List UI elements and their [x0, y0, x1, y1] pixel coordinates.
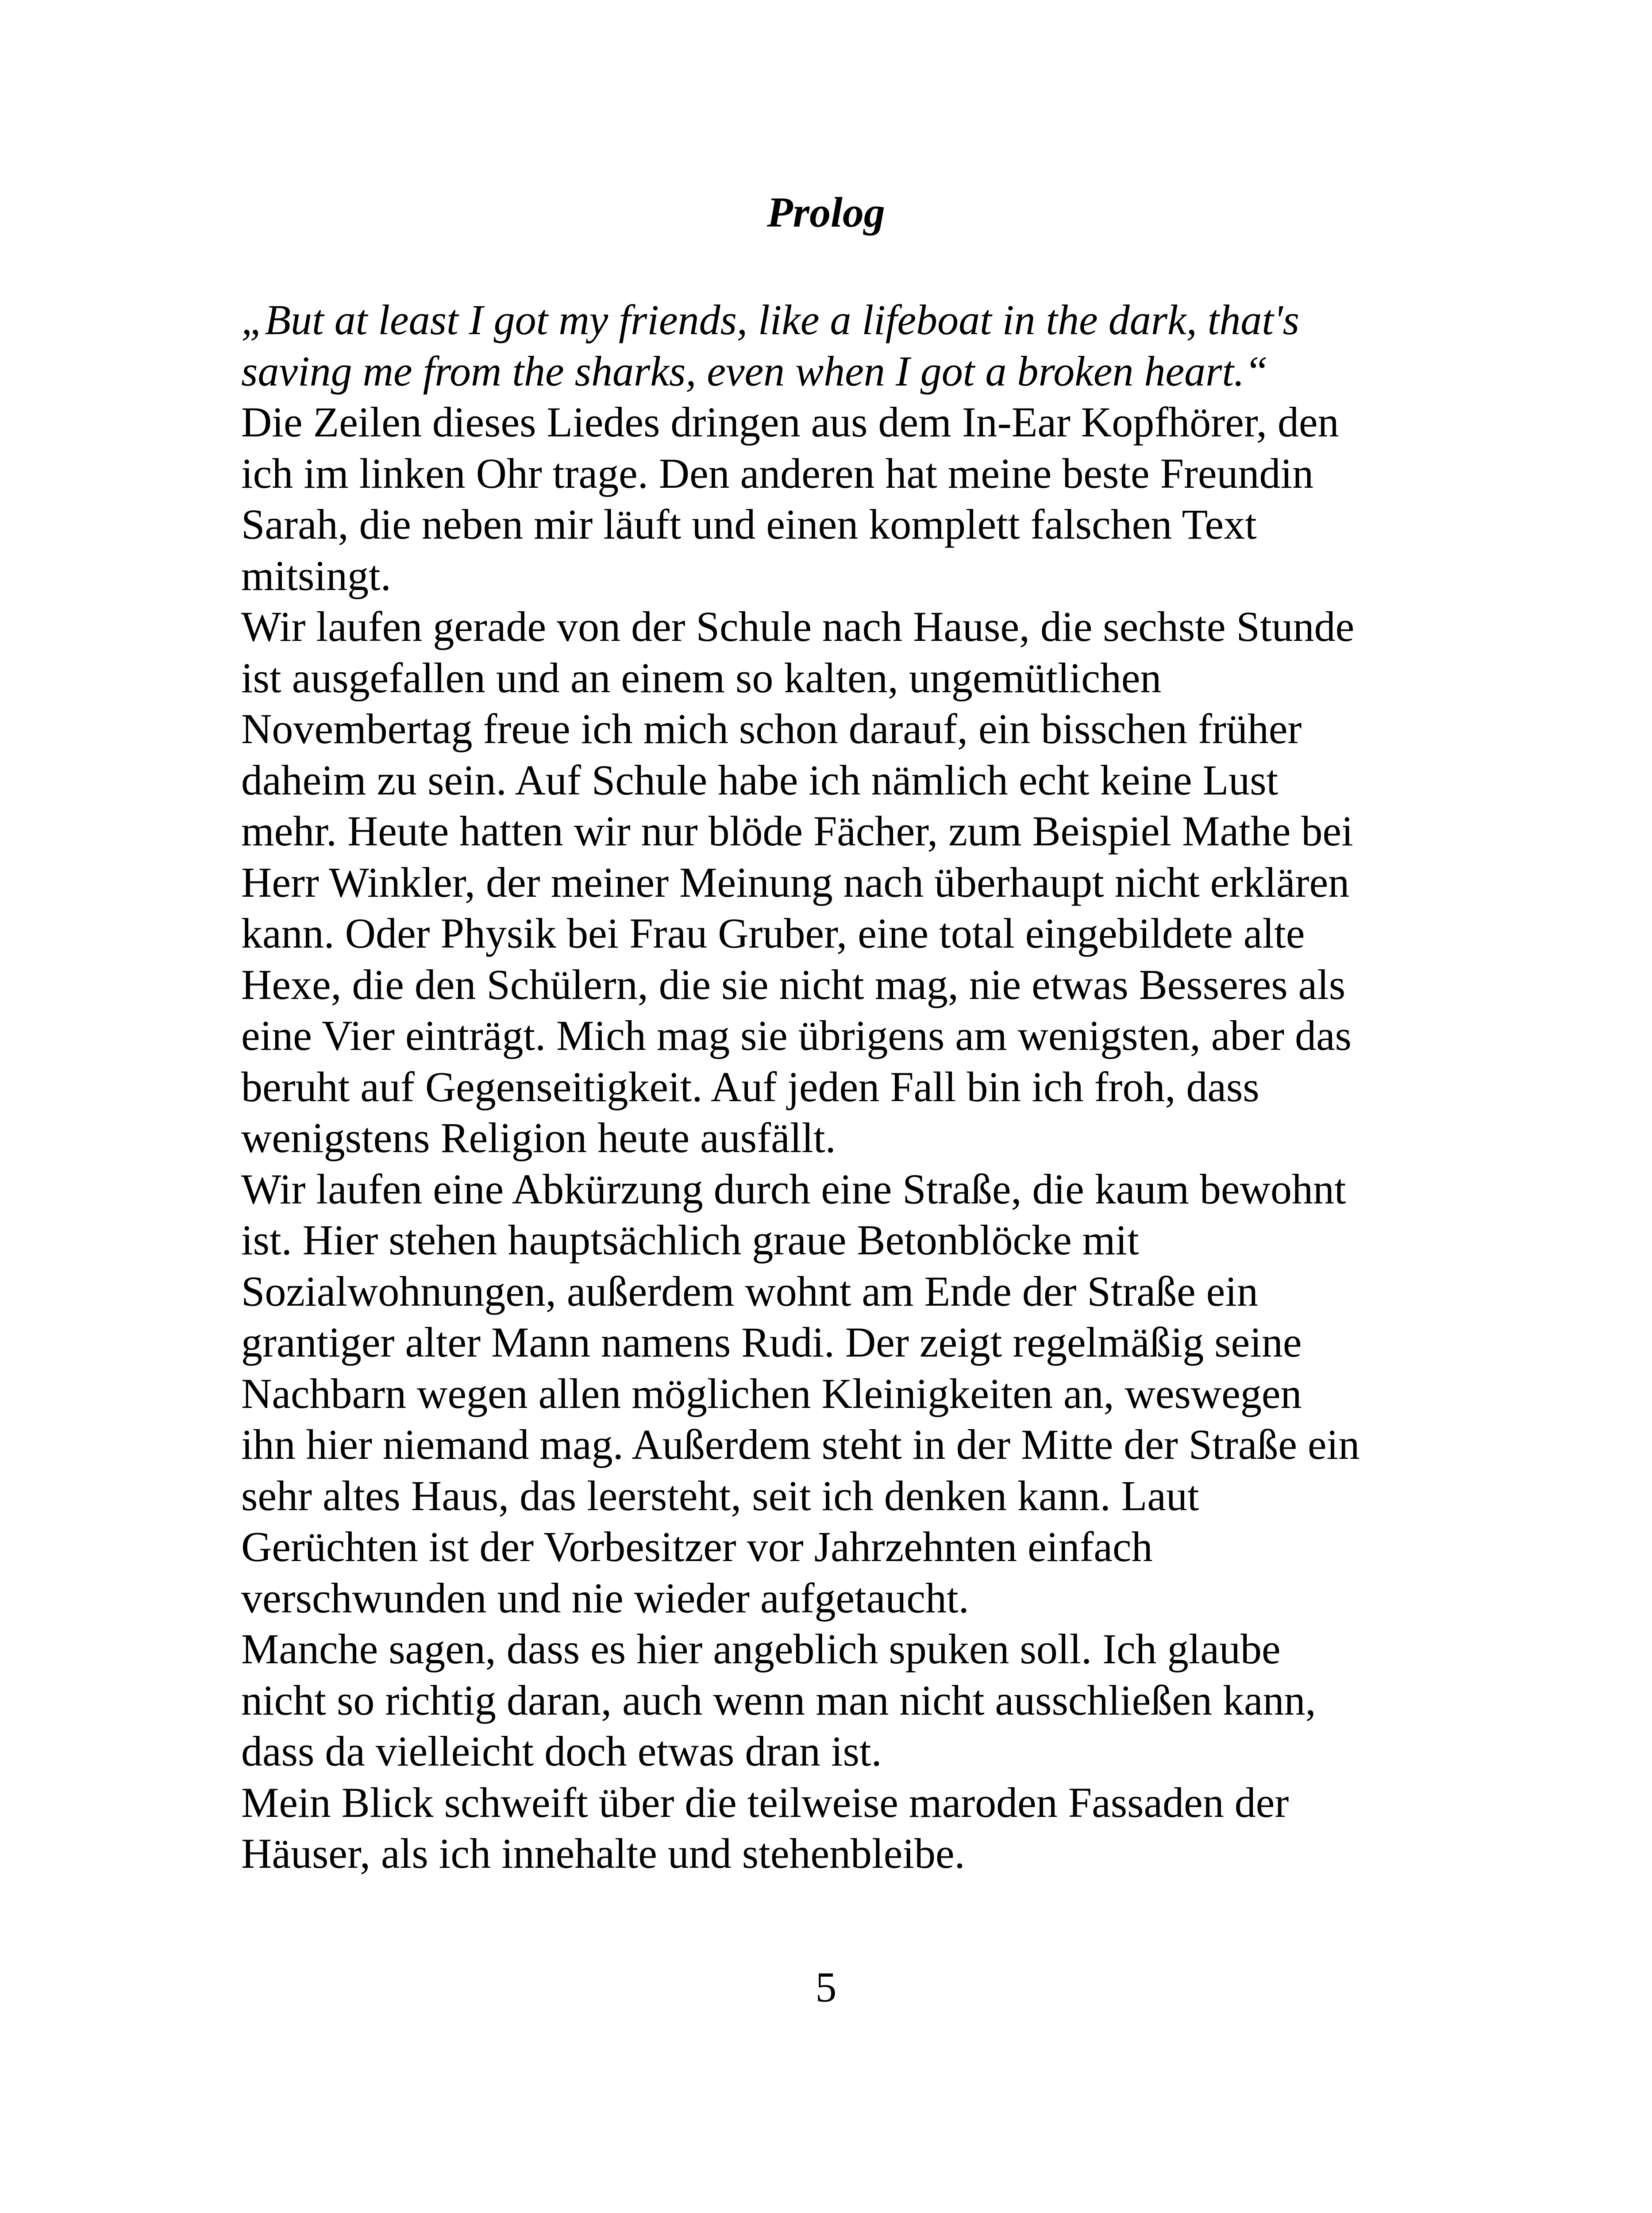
- text-line: ist ausgefallen und an einem so kalten, ungemütlichen: [241, 654, 1162, 702]
- text-line: Hexe, die den Schülern, die sie nicht mag, nie etwas Besseres als: [241, 960, 1346, 1008]
- text-line: Herr Winkler, der meiner Meinung nach überhaupt nicht erklären: [241, 858, 1350, 906]
- text-line: Sozialwohnungen, außerdem wohnt am Ende der Straße ein: [241, 1267, 1258, 1315]
- text-line: ich im linken Ohr trage. Den anderen hat meine beste Freundin: [241, 449, 1314, 497]
- text-line: daheim zu sein. Auf Schule habe ich nämlich echt keine Lust: [241, 756, 1278, 804]
- epigraph-line: saving me from the sharks, even when I got a broken heart.“: [241, 347, 1268, 395]
- text-line: Mein Blick schweift über die teilweise maroden Fassaden der: [241, 1778, 1289, 1826]
- text-line: Manche sagen, dass es hier angeblich spuken soll. Ich glaube: [241, 1625, 1281, 1673]
- chapter-title: Prolog: [767, 189, 885, 236]
- paragraph-headphones: [241, 397, 1463, 601]
- text-line: mitsingt.: [241, 551, 391, 599]
- text-line: beruht auf Gegenseitigkeit. Auf jeden Fall bin ich froh, dass: [241, 1063, 1259, 1110]
- text-line: eine Vier einträgt. Mich mag sie übrigens am wenigsten, aber das: [241, 1012, 1352, 1059]
- epigraph-line: „But at least I got my friends, like a lifeboat in the dark, that's: [241, 296, 1299, 343]
- text-line: Nachbarn wegen allen möglichen Kleinigkeiten an, weswegen: [241, 1369, 1302, 1417]
- text-line: Sarah, die neben mir läuft und einen komplett falschen Text: [241, 501, 1257, 548]
- page-number: 5: [815, 1963, 837, 2011]
- text-line: Wir laufen eine Abkürzung durch eine Straße, die kaum bewohnt: [241, 1165, 1346, 1213]
- text-line: ihn hier niemand mag. Außerdem steht in der Mitte der Straße ein: [241, 1421, 1360, 1468]
- text-line: sehr altes Haus, das leersteht, seit ich denken kann. Laut: [241, 1472, 1199, 1519]
- text-line: Wir laufen gerade von der Schule nach Hause, die sechste Stunde: [241, 603, 1355, 650]
- paragraph-haunting: [241, 1623, 1463, 1777]
- text-line: ist. Hier stehen hauptsächlich graue Betonblöcke mit: [241, 1216, 1139, 1264]
- epigraph-quote: [241, 294, 1463, 397]
- text-line: dass da vielleicht doch etwas dran ist.: [241, 1727, 882, 1775]
- paragraph-street: [241, 1164, 1463, 1624]
- text-line: kann. Oder Physik bei Frau Gruber, eine total eingebildete alte: [241, 910, 1305, 957]
- text-line: Die Zeilen dieses Liedes dringen aus dem In-Ear Kopfhörer, den: [241, 398, 1339, 446]
- text-line: Gerüchten ist der Vorbesitzer vor Jahrzehnten einfach: [241, 1523, 1153, 1570]
- text-line: Novembertag freue ich mich schon darauf, ein bisschen früher: [241, 705, 1302, 752]
- text-line: mehr. Heute hatten wir nur blöde Fächer, zum Beispiel Mathe bei: [241, 807, 1353, 855]
- paragraph-school: [241, 601, 1463, 1164]
- text-line: verschwunden und nie wieder aufgetaucht.: [241, 1574, 969, 1622]
- text-line: wenigstens Religion heute ausfällt.: [241, 1114, 836, 1161]
- text-line: Häuser, als ich innehalte und stehenbleibe.: [241, 1830, 965, 1877]
- paragraph-glance: [241, 1777, 1463, 1879]
- text-line: grantiger alter Mann namens Rudi. Der zeigt regelmäßig seine: [241, 1319, 1302, 1366]
- page-body: [241, 294, 1463, 1879]
- text-line: nicht so richtig daran, auch wenn man nicht ausschließen kann,: [241, 1676, 1316, 1724]
